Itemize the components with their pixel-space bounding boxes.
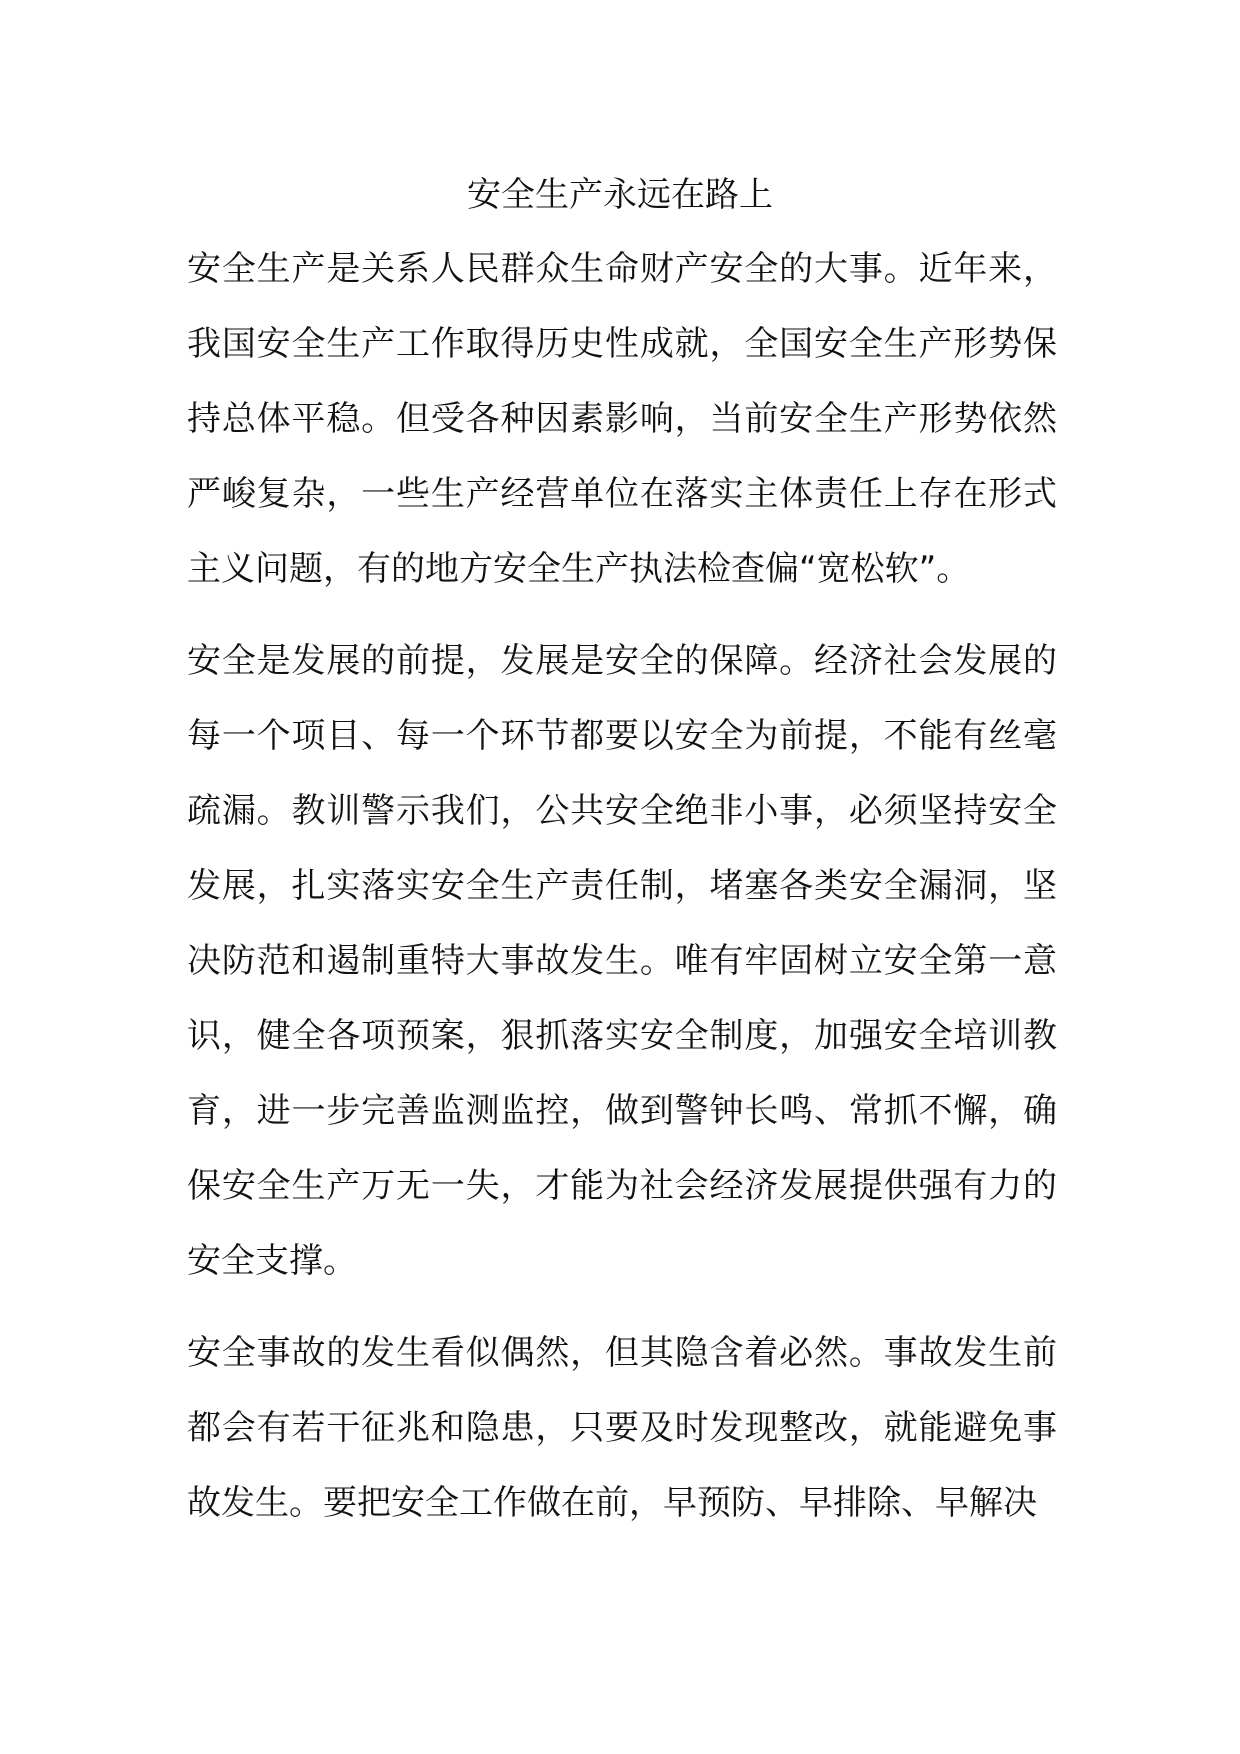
paragraph-2: 安全是发展的前提，发展是安全的保障。经济社会发展的每一个项目、每一个环节都要以安全为前提，不能有丝毫疏漏。教训警示我们，公共安全绝非小事，必须坚持安全发展，扎实落实安全生产责任制，堵塞各类安全漏洞，坚决防范和遏制重特大事故发生。唯有牢固树立安全第一意识，健全各项预案，狠抓落实安全制度，加强安全培训教育，进一步完善监测监控，做到警钟长鸣、常抓不懈，确保安全生产万无一失，才能为社会经济发展提供强有力的安全支撑。 — [187, 641, 1057, 1281]
document-title: 安全生产永远在路上 — [467, 175, 773, 215]
document-body — [187, 232, 1057, 1558]
paragraph-1: 安全生产是关系人民群众生命财产安全的大事。近年来，我国安全生产工作取得历史性成就，全国安全生产形势保持总体平稳。但受各种因素影响，当前安全生产形势依然严峻复杂，一些生产经营单位在落实主体责任上存在形式主义问题，有的地方安全生产执法检查偏“宽松软”。 — [187, 249, 1057, 589]
paragraph-3: 安全事故的发生看似偶然，但其隐含着必然。事故发生前都会有若干征兆和隐患，只要及时发现整改，就能避免事故发生。要把安全工作做在前，早预防、早排除、早解决 — [187, 1333, 1057, 1523]
